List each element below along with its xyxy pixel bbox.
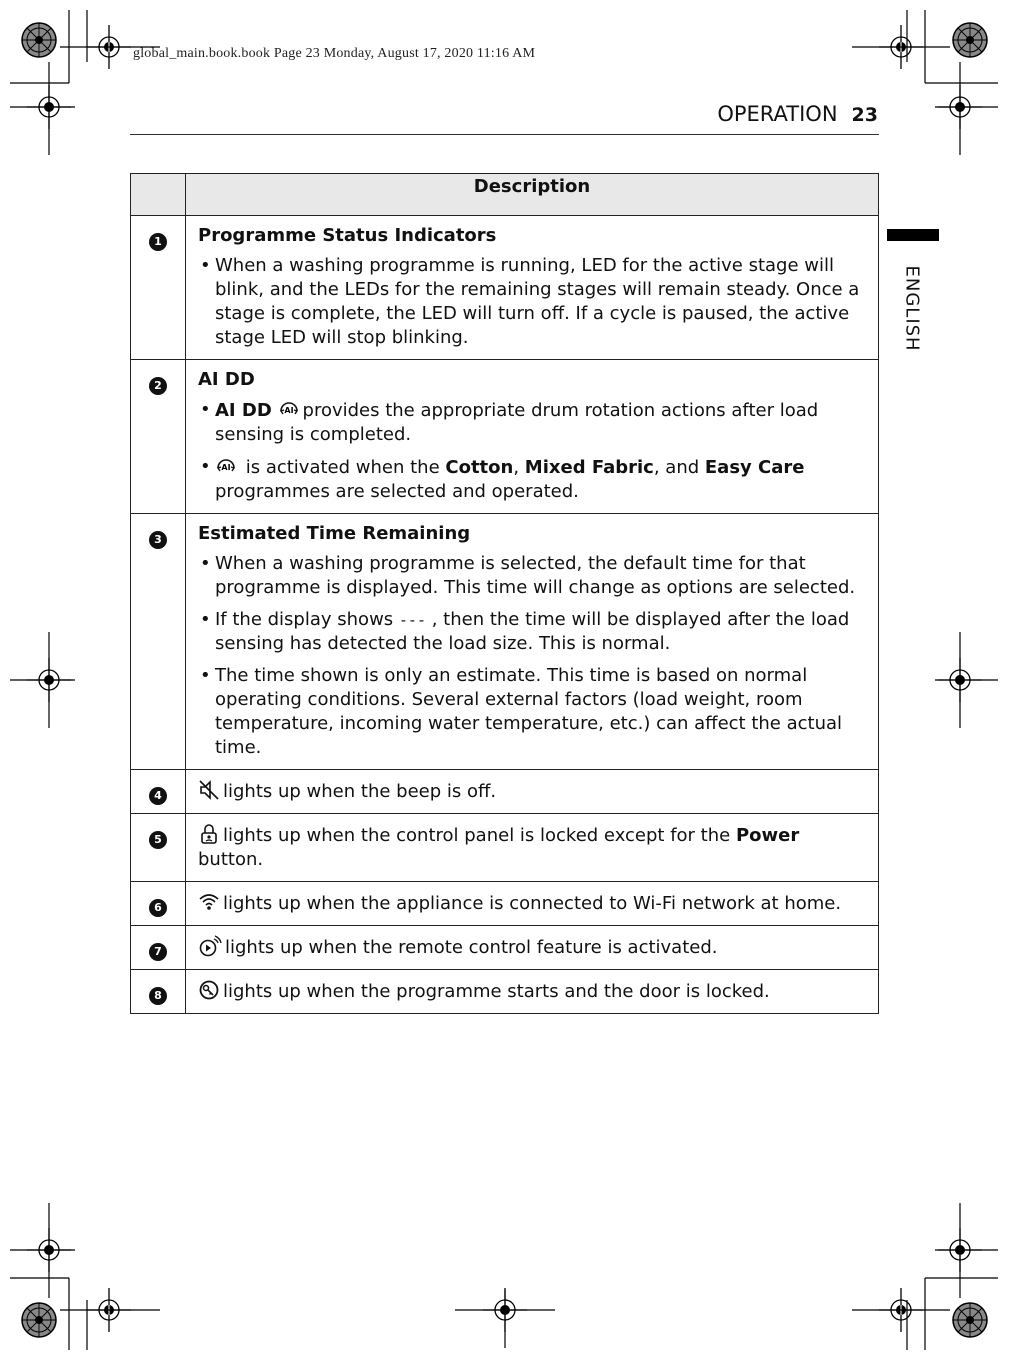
door-lock-icon bbox=[198, 979, 220, 1001]
bullet-list bbox=[198, 552, 866, 760]
corner-target-bottom-left bbox=[22, 1303, 56, 1337]
bullet-item: • When a washing programme is running, LED for the active stage will blink, and the LEDs for the remaining stages will remain steady. Once a stage is complete, the LED will turn off. If a cycle is paused, the active stage LED will stop blinking. bbox=[198, 254, 866, 350]
bullet-item: • The time shown is only an estimate. This time is based on normal operating conditions. Several external factors (load weight, room temperature, incoming water temperature, etc.) can affect the actual time. bbox=[198, 664, 866, 760]
beep-off-icon bbox=[198, 779, 220, 801]
row-number-badge: 1 bbox=[149, 233, 167, 251]
dash-display-symbol: --- bbox=[398, 611, 426, 629]
bullet-item: • When a washing programme is selected, the default time for that programme is displayed. This time will change as options are selected. bbox=[198, 552, 866, 600]
ai-dd-icon bbox=[278, 398, 300, 420]
table-row: 8 lights up when the programme starts and the door is locked. bbox=[131, 970, 879, 1014]
section-title: OPERATION bbox=[717, 102, 838, 126]
row-number-badge: 8 bbox=[149, 987, 167, 1005]
row-title: AI DD bbox=[198, 369, 255, 390]
ai-dd-icon bbox=[215, 455, 237, 477]
bullet-item: • AI is activated when the Cotton, Mixed Fabric, and Easy Care programmes are selected and operated. bbox=[198, 455, 866, 504]
page-header bbox=[717, 102, 878, 126]
row-number-badge: 5 bbox=[149, 831, 167, 849]
corner-target-bottom-right bbox=[953, 1303, 987, 1337]
language-tab-label: ENGLISH bbox=[901, 265, 923, 352]
svg-text:AI: AI bbox=[283, 406, 294, 415]
table-header-row bbox=[131, 174, 879, 216]
row-number-badge: 4 bbox=[149, 787, 167, 805]
corner-target-top-right bbox=[953, 23, 987, 57]
svg-text:AI: • AI bbox=[221, 463, 231, 472]
row-number-badge: 3 bbox=[149, 531, 167, 549]
wifi-icon bbox=[198, 891, 220, 913]
table-row: 4 lights up when the beep is off. bbox=[131, 770, 879, 814]
bullet-item: • If the display shows --- , then the time will be displayed after the load sensing has detected the load size. This is normal. bbox=[198, 608, 866, 656]
bullet-list bbox=[198, 254, 866, 350]
description-table bbox=[130, 173, 879, 1014]
table-row bbox=[131, 514, 879, 770]
remote-start-icon bbox=[198, 935, 222, 957]
page-number: 23 bbox=[851, 104, 878, 126]
table-row bbox=[131, 216, 879, 360]
corner-target-top-left bbox=[22, 23, 56, 57]
row-number-badge: 7 bbox=[149, 943, 167, 961]
table-row: 7 lights up when the remote control feature is activated. bbox=[131, 926, 879, 970]
number-column-header bbox=[131, 174, 186, 216]
row-number-badge: 6 bbox=[149, 899, 167, 917]
child-lock-icon bbox=[198, 823, 220, 845]
language-tab-bar bbox=[887, 229, 939, 241]
table-row bbox=[131, 360, 879, 514]
description-column-header: Description bbox=[186, 174, 879, 216]
row-number-badge: 2 bbox=[149, 377, 167, 395]
row-title: Programme Status Indicators bbox=[198, 225, 497, 246]
row-title: Estimated Time Remaining bbox=[198, 523, 471, 544]
bullet-list bbox=[198, 398, 866, 504]
table-row: 6 lights up when the appliance is connected to Wi-Fi network at home. bbox=[131, 882, 879, 926]
print-metadata: global_main.book.book Page 23 Monday, August 17, 2020 11:16 AM bbox=[133, 46, 536, 61]
table-row: 5 lights up when the control panel is locked except for the Power button. bbox=[131, 814, 879, 882]
header-rule bbox=[130, 134, 879, 135]
bullet-item: • AI DD AI provides the appropriate drum rotation actions after load sensing is completed. bbox=[198, 398, 866, 447]
